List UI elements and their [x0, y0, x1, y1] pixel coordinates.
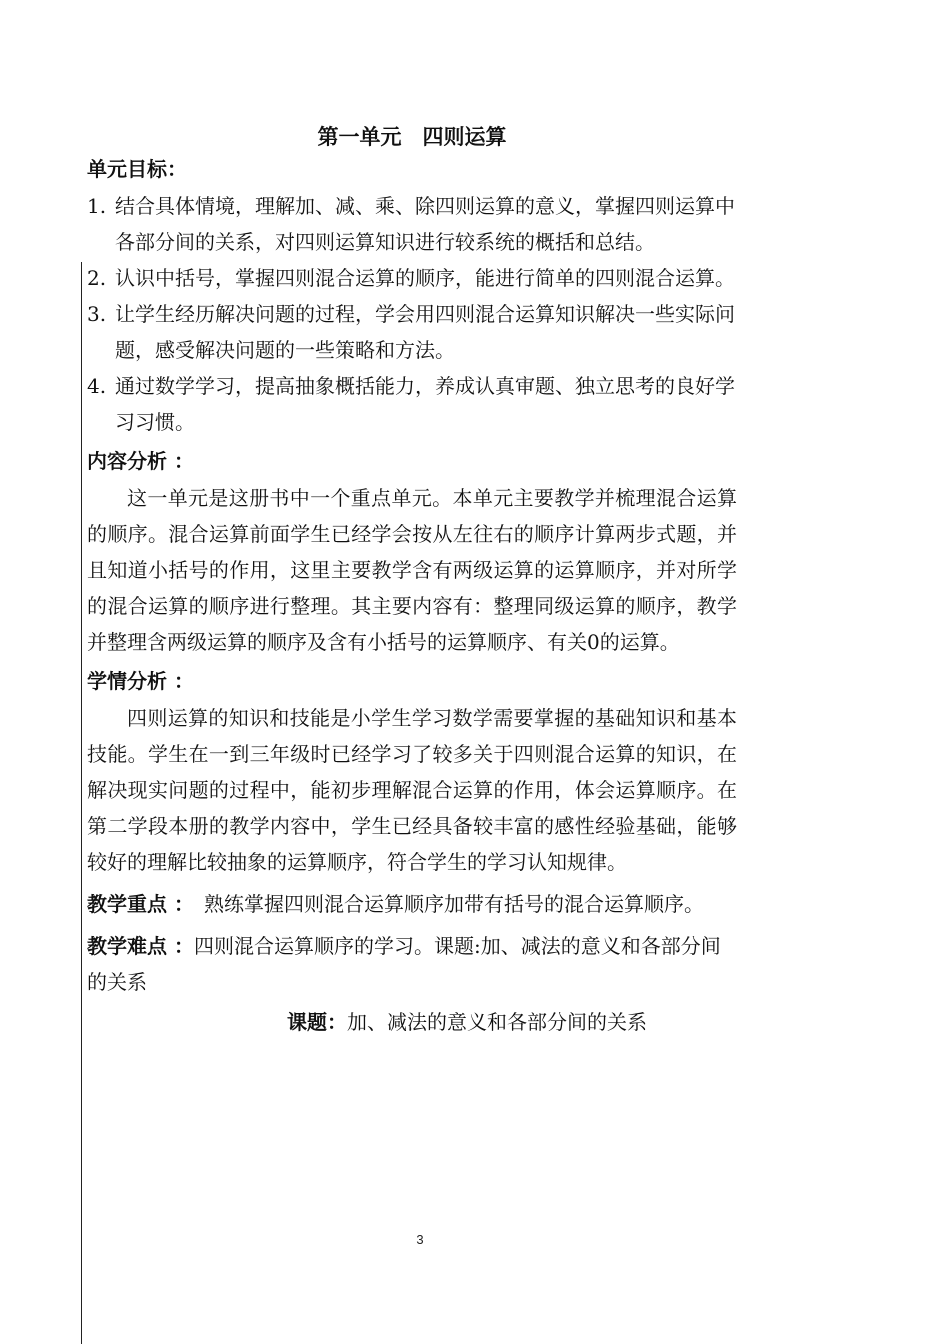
goal-number: 4. [87, 374, 107, 398]
student-analysis-text: 四则运算的知识和技能是小学生学习数学需要掌握的基础知识和基本技能。学生在一到三年级时已经学习了较多关于四则混合运算的知识，在解决现实问题的过程中，能初步理解混合运算的作用，体会运算顺序。在第二学段本册的教学内容中，学生已经具备较丰富的感性经验基础，能够较好的理解比较抽象的运算顺序，符合学生的学习认知规律。 [87, 706, 737, 874]
goal-number: 1. [87, 194, 107, 218]
document-page [87, 120, 737, 1040]
goal-text: 让学生经历解决问题的过程，学会用四则混合运算知识解决一些实际问题，感受解决问题的一些策略和方法。 [115, 302, 735, 362]
goal-item [87, 368, 737, 440]
content-analysis-heading: 内容分析 ： [87, 449, 194, 473]
goal-text: 结合具体情境，理解加、减、乘、除四则运算的意义，掌握四则运算中各部分间的关系，对四则运算知识进行较系统的概括和总结。 [115, 194, 735, 254]
goal-item [87, 188, 737, 260]
content-analysis-text: 这一单元是这册书中一个重点单元。本单元主要教学并梳理混合运算的顺序。混合运算前面学生已经学会按从左往右的顺序计算两步式题，并且知道小括号的作用，这里主要教学含有两级运算的运算顺序，并对所学的混合运算的顺序进行整理。其主要内容有：整理同级运算的顺序，教学并整理含两级运算的顺序及含有小括号的运算顺序、有关0的运算。 [87, 486, 737, 654]
left-margin-rule [81, 262, 82, 1344]
goal-item [87, 296, 737, 368]
difficulties [87, 928, 737, 1000]
lesson-title-label: 课题： [287, 1010, 347, 1034]
goal-item [87, 260, 737, 296]
key-points-text: 熟练掌握四则混合运算顺序加带有括号的混合运算顺序。 [183, 892, 704, 916]
lesson-title [87, 1004, 737, 1040]
unit-goals-list [87, 188, 737, 440]
unit-goals-heading: 单元目标： [87, 157, 187, 181]
difficulties-label: 教学难点 ： [87, 934, 194, 958]
goal-text: 认识中括号，掌握四则混合运算的顺序，能进行简单的四则混合运算。 [115, 266, 735, 290]
key-points-label: 教学重点 ： [87, 892, 184, 916]
goal-number: 2. [87, 266, 107, 290]
difficulties-text: 四则混合运算顺序的学习。课题:加、减法的意义和各部分间的关系 [87, 934, 721, 994]
goal-number: 3. [87, 302, 107, 326]
key-points [87, 886, 737, 922]
goal-text: 通过数学学习，提高抽象概括能力，养成认真审题、独立思考的良好学习习惯。 [115, 374, 735, 434]
lesson-title-text: 加、减法的意义和各部分间的关系 [347, 1010, 647, 1034]
unit-title: 第一单元 四则运算 [317, 125, 507, 149]
page-number: 3 [416, 1232, 424, 1247]
student-analysis-heading: 学情分析 ： [87, 669, 194, 693]
